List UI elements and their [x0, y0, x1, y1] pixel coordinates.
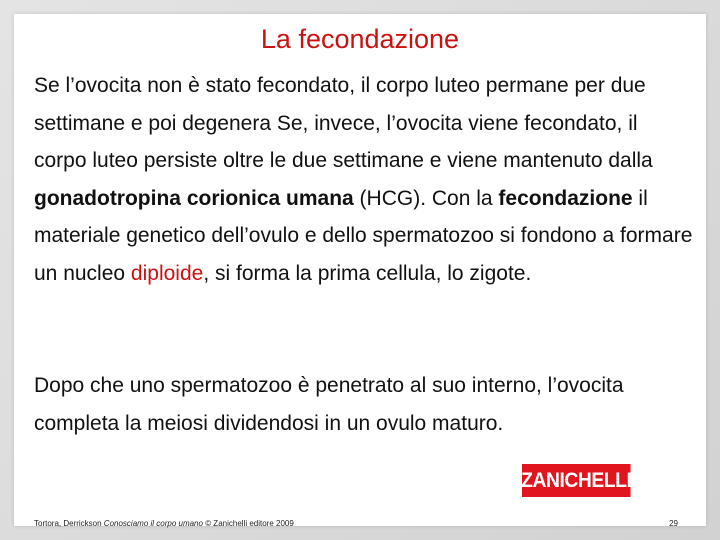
bold-term-fecondazione: fecondazione	[498, 186, 633, 210]
footer-book-title: Conosciamo il corpo umano	[103, 519, 203, 528]
paragraph-text: Se l’ovocita non è stato fecondato, il corpo luteo permane per due settimane e poi degenera Se, invece, l’ovocita viene fecondato, il corpo luteo persiste oltre le due settimane e viene mantenuto dalla	[34, 74, 653, 172]
page-number: 29	[669, 519, 678, 528]
paragraph-text: il materiale genetico dell’ovulo e dello spermatozoo si fondono a formare un nucleo	[34, 186, 693, 285]
footer-credit	[34, 519, 294, 528]
slide-title	[0, 24, 720, 55]
footer-publisher: © Zanichelli editore 2009	[202, 519, 294, 528]
footer-authors: Tortora, Derrickson	[34, 519, 104, 528]
bold-term-hcg: gonadotropina corionica umana	[34, 186, 354, 210]
paragraph-text: , si forma la prima cellula, lo zigote.	[203, 261, 532, 285]
slide-title-text: La fecondazione	[260, 24, 460, 54]
paragraph-fertilization	[34, 67, 694, 292]
highlight-term-diploide: diploide	[130, 261, 204, 285]
paragraph-meiosis: Dopo che uno spermatozoo è penetrato al suo interno, l’ovocita completa la meiosi dividendosi in un ovulo maturo.	[34, 374, 624, 435]
paragraph-text: (HCG). Con la	[353, 186, 499, 210]
zanichelli-logo: ZANICHELLI	[522, 464, 631, 497]
